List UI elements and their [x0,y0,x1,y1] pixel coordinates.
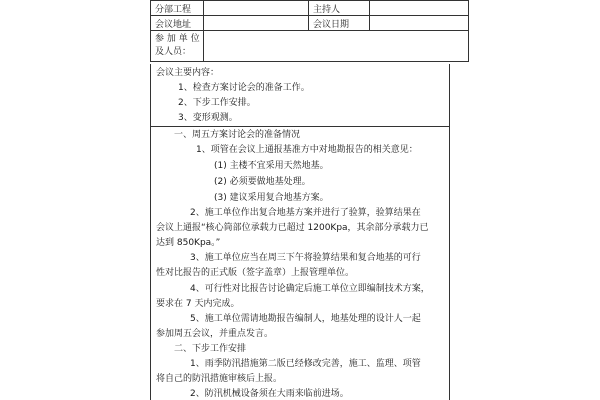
s1-p3-line-1: 3、施工单位应当在周三下午将验算结果和复合地基的可行 [190,253,421,263]
section-1-title: 一、周五方案讨论会的准备情况 [174,130,301,140]
s1-p3-line-2: 性对比报告的正式版（签字盖章）上报管理单位。 [156,268,355,278]
attendees-label-line-1: 参 加 单 位 [155,34,200,44]
agenda-title: 会议主要内容： [156,68,220,78]
host-value[interactable] [370,1,469,16]
project-label: 分部工程 [151,1,204,16]
agenda-divider [150,126,450,127]
date-value[interactable] [370,16,469,31]
section-2-title: 二、下步工作安排 [174,344,247,354]
agenda-item-2: 2、下步工作安排。 [178,98,256,108]
address-label: 会议地址 [151,16,204,31]
s1-p4-line-2: 要求在 7 天内完成。 [156,299,240,309]
s1-p5-line-2: 参加周五会议，并重点发言。 [156,329,274,339]
date-label: 会议日期 [309,16,370,31]
header-row-1 [151,1,469,16]
s1-p2-line-1: 2、施工单位作出复合地基方案并进行了验算，验算结果在 [190,208,421,218]
host-label: 主持人 [309,1,370,16]
s1-p1-a: (1) 主楼不宜采用天然地基。 [214,161,329,171]
agenda-item-3: 3、变形观测。 [178,113,238,123]
s2-p2: 2、防汛机械设备须在大雨来临前进场。 [190,389,349,399]
s1-p2-line-3: 达到 850Kpa。” [156,238,221,248]
address-value[interactable] [204,16,309,31]
s1-p2-line-2: 会议上通报“核心筒部位承载力已超过 1200Kpa，其余部分承载力已 [156,223,429,233]
s2-p1-line-2: 将自己的防汛措施审核后上报。 [156,374,283,384]
header-table [150,0,469,62]
header-row-2 [151,16,469,31]
s1-p1-c: (3) 建议采用复合地基方案。 [214,193,329,203]
s1-p5-line-1: 5、施工单位需请地勘报告编制人，地基处理的设计人一起 [190,314,421,324]
attendees-value[interactable] [204,31,469,62]
attendees-label-line-2: 及人员： [155,47,192,57]
attendees-label [151,31,204,62]
header-row-3 [151,31,469,62]
project-value[interactable] [204,1,309,16]
s1-p4-line-1: 4、可行性对比报告讨论确定后施工单位立即编制技术方案， [190,284,430,294]
s2-p1-line-1: 1、雨季防汛措施第二版已经修改完善，施工、监理、项管 [190,359,421,369]
s1-p1: 1、项管在会议上通报基准方中对地勘报告的相关意见： [196,145,418,155]
s1-p1-b: (2) 必须要做地基处理。 [214,177,311,187]
agenda-item-1: 1、检查方案讨论会的准备工作。 [178,83,310,93]
